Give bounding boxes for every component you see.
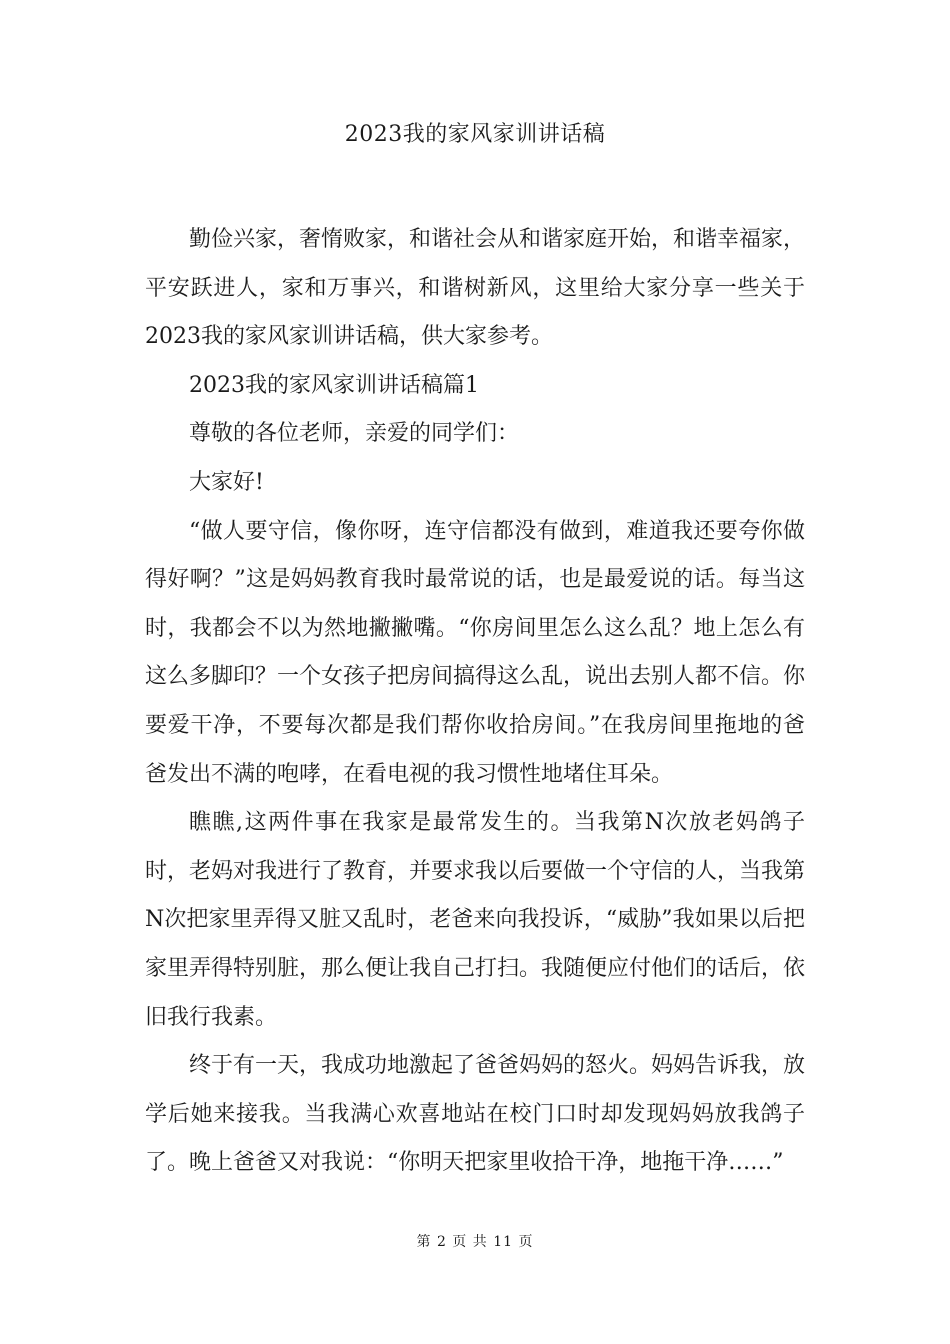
paragraph-intro: 勤俭兴家，奢惰败家，和谐社会从和谐家庭开始，和谐幸福家，平安跃进人，家和万事兴，和谐树新风，这里给大家分享一些关于2023我的家风家训讲话稿，供大家参考。 (145, 227, 806, 350)
greeting: 大家好! (189, 469, 264, 495)
paragraph-body: 终于有一天，我成功地激起了爸爸妈妈的怒火。妈妈告诉我，放学后她来接我。当我满心欢喜地站在校门口时却发现妈妈放我鸽子了。晚上爸爸又对我说：“你明天把家里收拾干净，地拖干净……” (145, 1053, 806, 1176)
paragraph-body: 瞧瞧,这两件事在我家是最常发生的。当我第N次放老妈鸽子时，老妈对我进行了教育，并要求我以后要做一个守信的人，当我第N次把家里弄得又脏又乱时，老爸来向我投诉，“威胁”我如果以后把家里弄得特别脏，那么便让我自己打扫。我随便应付他们的话后，依旧我行我素。 (145, 810, 806, 1030)
salutation: 尊敬的各位老师，亲爱的同学们： (189, 421, 520, 447)
document-body (145, 216, 805, 1188)
section-heading: 2023我的家风家训讲话稿篇1 (189, 372, 479, 398)
paragraph-body: “做人要守信，像你呀，连守信都没有做到，难道我还要夸你做得好啊？”这是妈妈教育我时最常说的话，也是最爱说的话。每当这时，我都会不以为然地撇撇嘴。“你房间里怎么这么乱？地上怎么有这么多脚印？一个女孩子把房间搞得这么乱，说出去别人都不信。你要爱干净，不要每次都是我们帮你收拾房间。”在我房间里拖地的爸爸发出不满的咆哮，在看电视的我习惯性地堵住耳朵。 (145, 518, 806, 787)
page-number-footer: 第 2 页 共 11 页 (416, 1234, 534, 1250)
document-title: 2023我的家风家训讲话稿 (344, 122, 606, 147)
